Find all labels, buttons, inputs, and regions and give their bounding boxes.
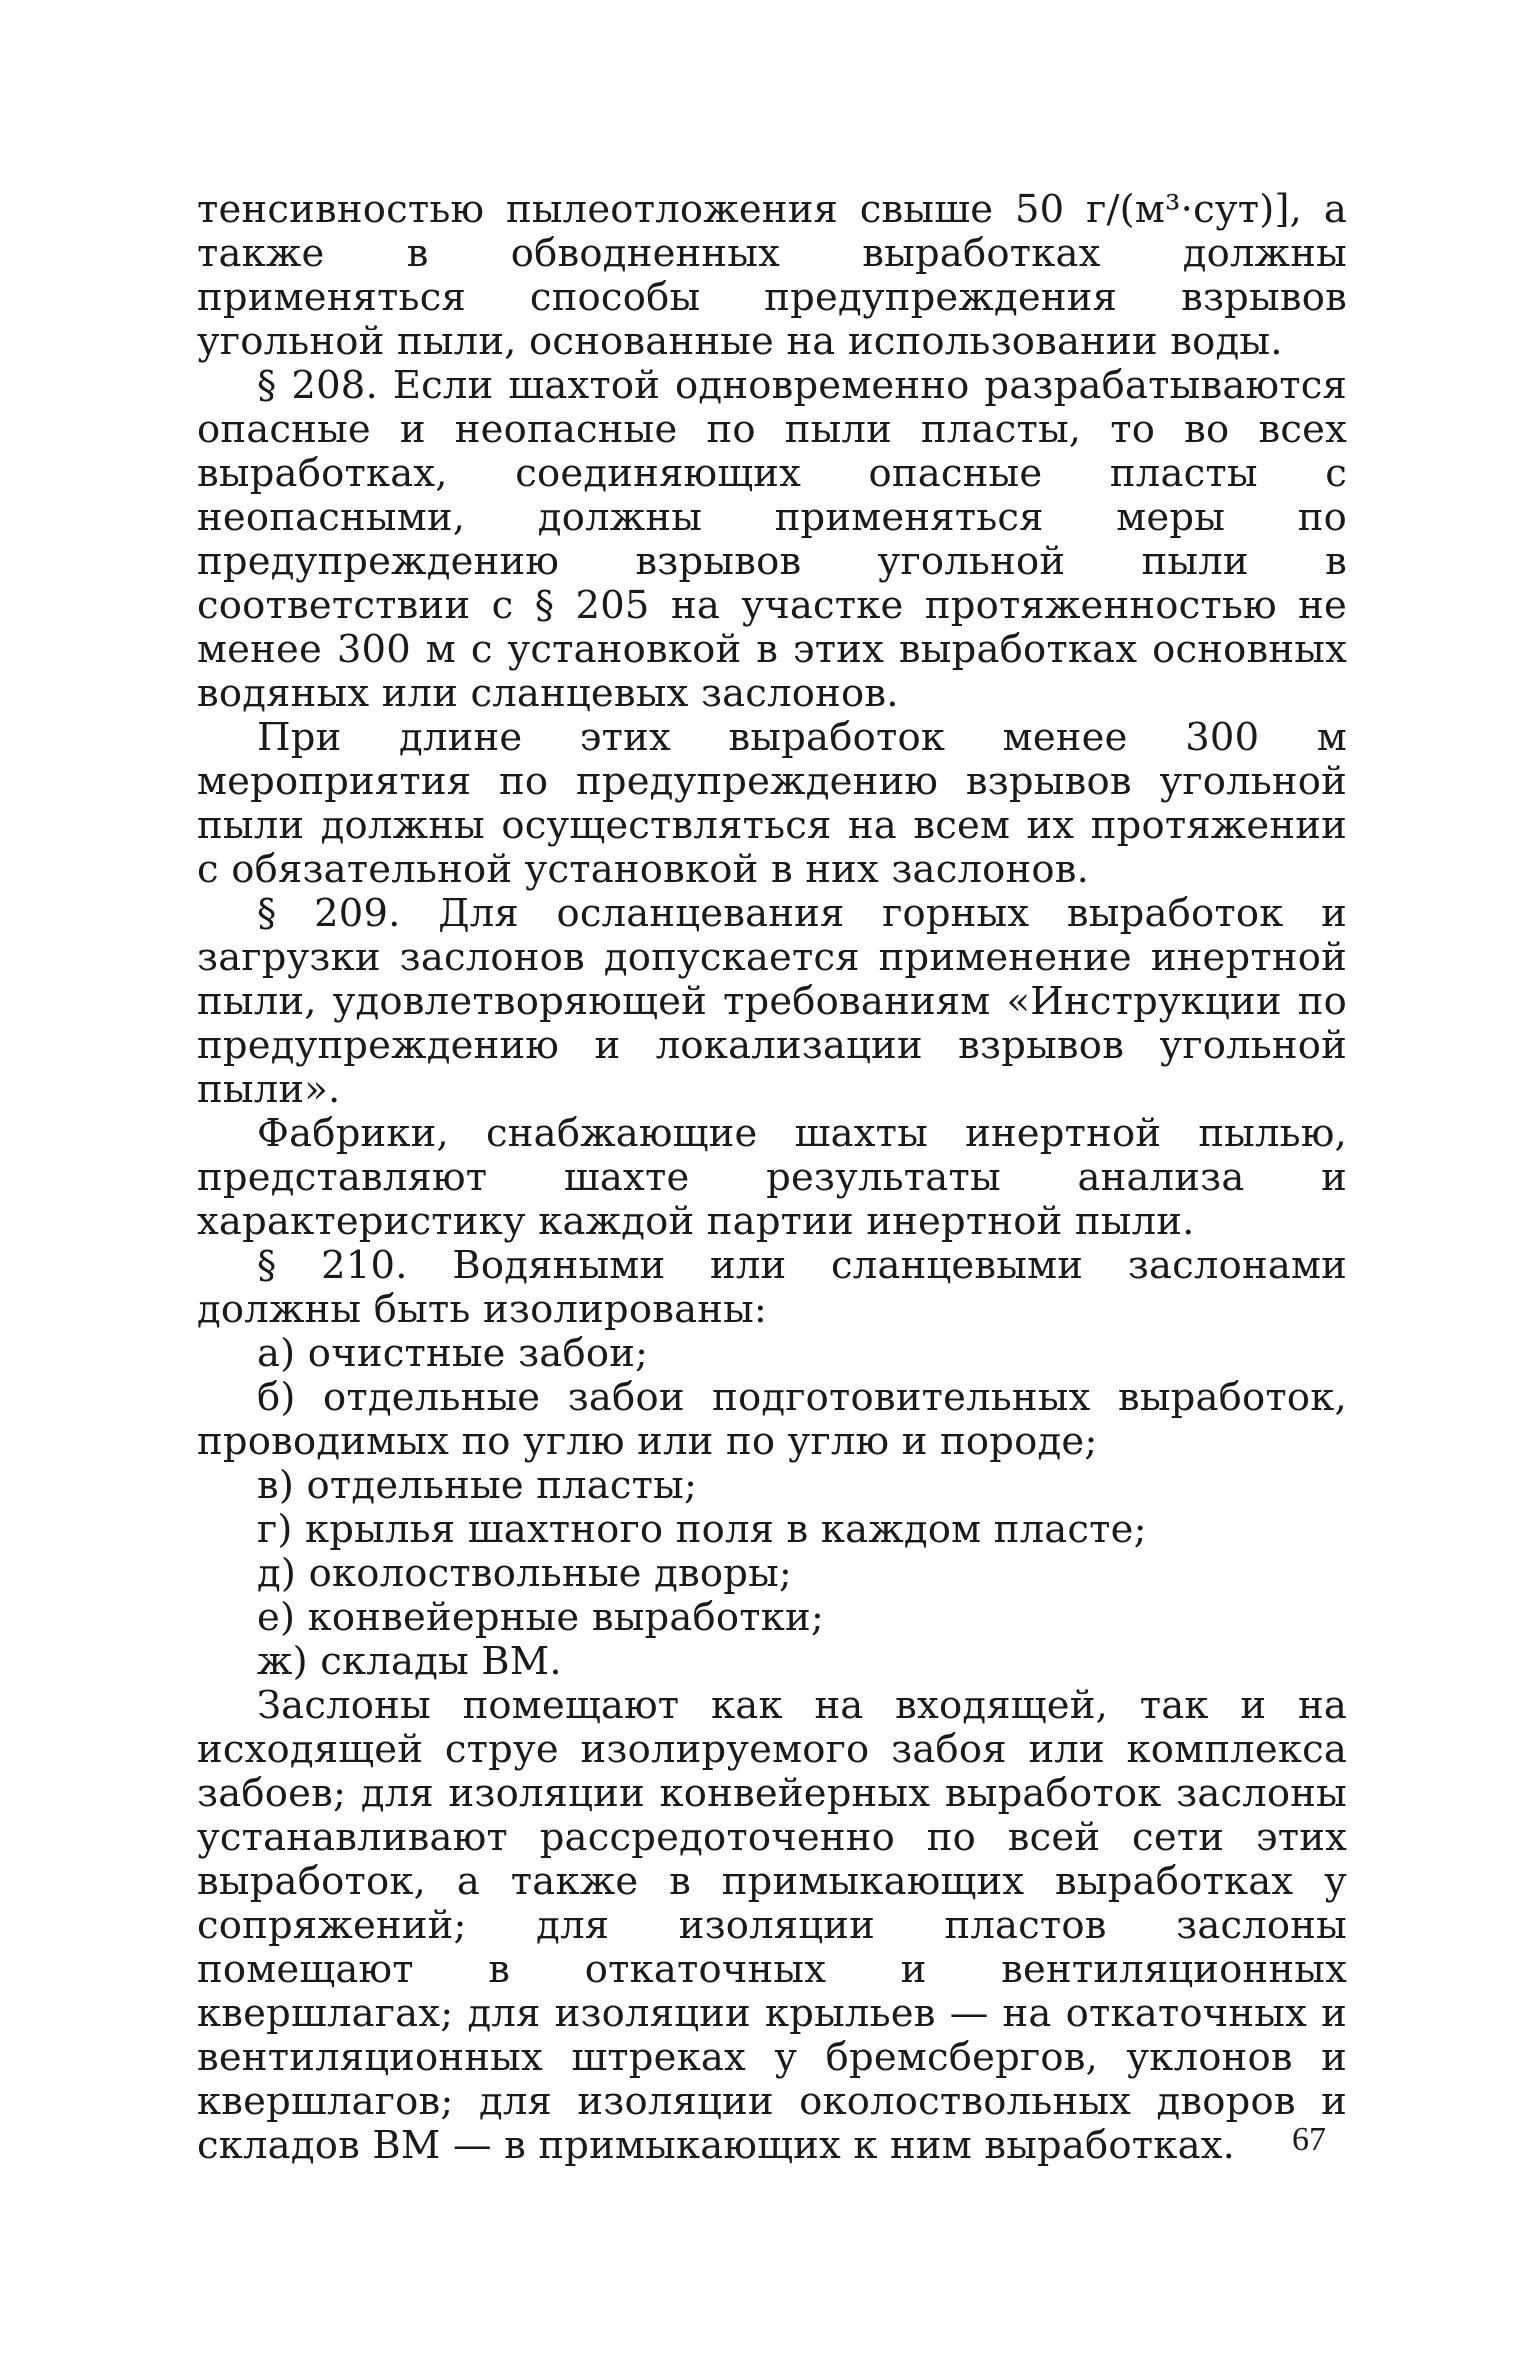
paragraph-208: § 208. Если шахтой одновременно разрабатываются опасные и неопасные по пыли пласты, то во всех выработках, соединяющих опасные пласты с неопасными, должны применяться меры по предупреждению взрывов угольной пыли в соответствии с § 205 на участке протяженностью не менее 300 м с установкой в этих выработках основных водяных или сланцевых заслонов. [197,363,1347,716]
list-item: ж) склады ВМ. [257,1639,562,1684]
page-number: 67 [1292,2121,1326,2158]
list-item: в) отдельные пласты; [257,1463,698,1508]
paragraph-barriers-placement: Заслоны помещают как на входящей, так и на исходящей струе изолируемого забоя или комплекса забоев; для изоляции конвейерных выработок заслоны устанавливают рассредоточенно по всей сети этих выработок, а также в примыкающих выработках у сопряжений; для изоляции пластов заслоны помещают в откаточных и вентиляционных квершлагах; для изоляции крыльев — на откаточных и вентиляционных штреках у бремсбергов, уклонов и квершлагов; для изоляции околоствольных дворов и складов ВМ — в примыкающих к ним выработках. [197,1683,1347,2168]
paragraph-210: § 210. Водяными или сланцевыми заслонами должны быть изолированы: [197,1243,1347,1332]
paragraph-208-note: При длине этих выработок менее 300 м мероприятия по предупреждению взрывов угольной пыли должны осуществляться на всем их протяжении с обязательной установкой в них заслонов. [197,715,1347,892]
paragraph-209-factories: Фабрики, снабжающие шахты инертной пылью, представляют шахте результаты анализа и характеристику каждой партии инертной пыли. [197,1111,1347,1244]
list-item: е) конвейерные выработки; [257,1595,825,1640]
list-item: г) крылья шахтного поля в каждом пласте; [257,1507,1147,1552]
isolation-list [197,1332,1347,1684]
paragraph-continuation: тенсивностью пылеотложения свыше 50 г/(м³·сут)], а также в обводненных выработках должны применяться способы предупреждения взрывов угольной пыли, основанные на использовании воды. [197,187,1347,364]
list-item: а) очистные забои; [257,1331,649,1376]
page-body [197,188,1347,2168]
paragraph-209: § 209. Для осланцевания горных выработок и загрузки заслонов допускается применение инертной пыли, удовлетворяющей требованиям «Инструкции по предупреждению и локализации взрывов угольной пыли». [197,891,1347,1112]
list-item: б) отдельные забои подготовительных выработок, проводимых по углю или по углю и породе; [197,1375,1347,1464]
list-item: д) околоствольные дворы; [257,1551,793,1596]
